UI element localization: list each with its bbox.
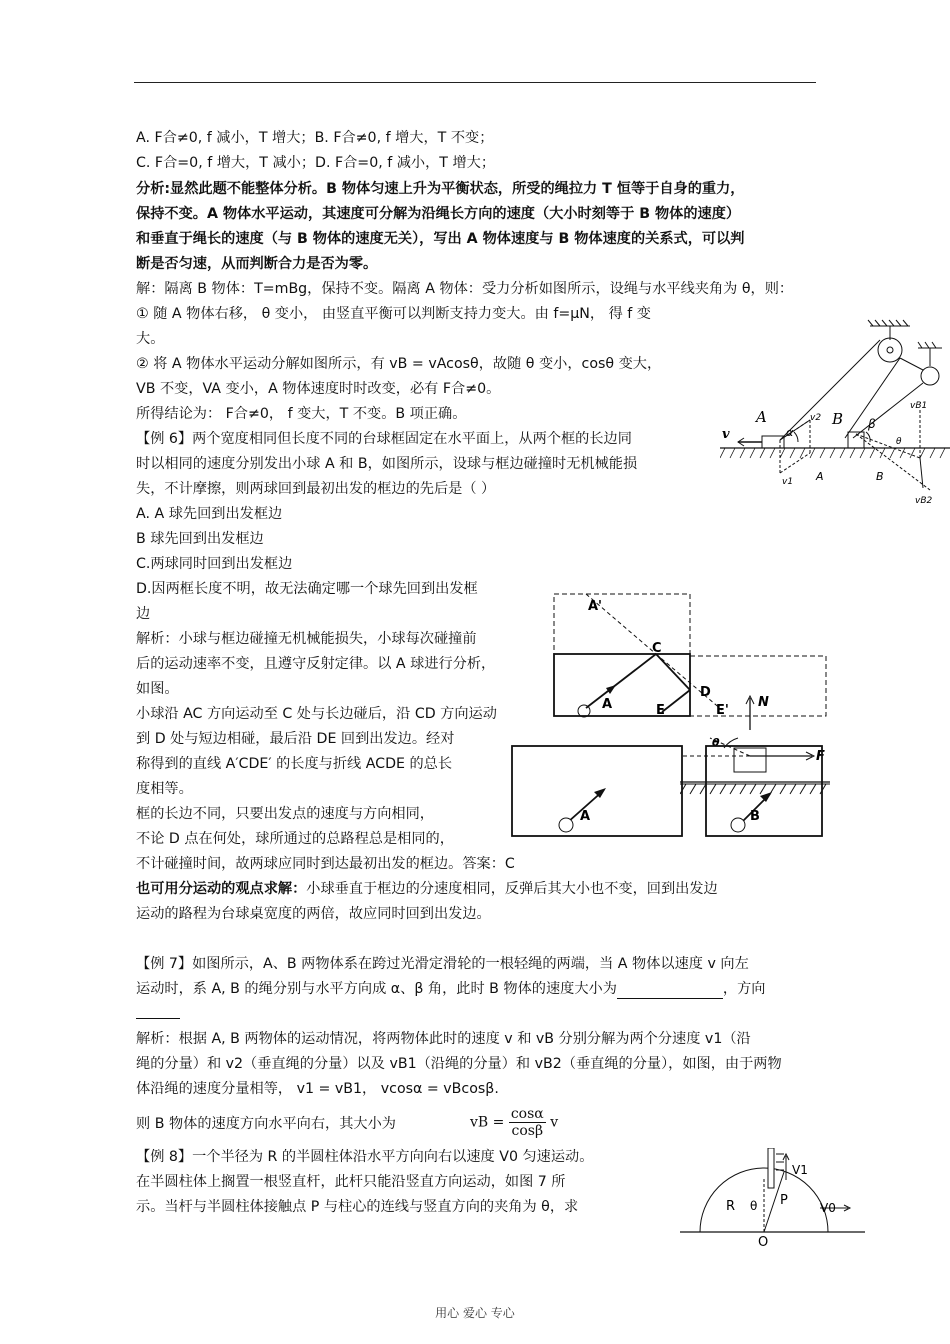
label-v2: v2 [810, 413, 822, 423]
formula-lhs: vB = [470, 1114, 505, 1131]
text-line [136, 1029, 751, 1049]
line-text: 如图。 [136, 681, 179, 697]
text-line [136, 179, 745, 199]
text-line [136, 679, 179, 699]
line-text: 称得到的直线 A′CDE′ 的长度与折线 ACDE 的总长 [136, 756, 453, 772]
label-V0: V0 [820, 1201, 836, 1215]
line-text: 保持不变。A 物体水平运动，其速度可分解为沿绳长方向的速度（大小时刻等于 B 物体的速度） [136, 206, 741, 222]
line-text: 大。 [136, 331, 165, 347]
line-text: 到 D 处与短边相碰，最后沿 DE 回到出发边。经对 [136, 731, 455, 747]
text-line [136, 279, 793, 299]
label-P: P [780, 1193, 788, 1208]
line-text: C.两球同时回到出发框边 [136, 556, 293, 572]
text-line [136, 979, 766, 999]
line-text: 【例 8】一个半径为 R 的半圆柱体沿水平方向向右以速度 V0 匀速运动。 [136, 1149, 594, 1165]
text-line [136, 879, 718, 899]
text-line [136, 429, 632, 449]
line-text: 解析：小球与框边碰撞无机械能损失，小球每次碰撞前 [136, 631, 477, 647]
text-line [136, 954, 749, 974]
text-line [136, 554, 292, 574]
line-text: 解析：根据 A, B 两物体的运动情况，将两物体此时的速度 v 和 vB 分别分解为两个分速度 v1（沿 [136, 1031, 751, 1047]
line-text: VB 不变，VA 变小，A 物体速度时时改变，必有 F合≠0。 [136, 381, 501, 397]
line-text: D.因两框长度不明，故无法确定哪一个球先回到出发框 [136, 581, 478, 597]
page-footer: 用心 爱心 专心 [435, 1306, 515, 1320]
label-beta: β [868, 417, 876, 431]
text-line [136, 704, 497, 724]
line-text: 示。当杆与半圆柱体接触点 P 与柱心的连线与竖直方向的夹角为 θ，求 [136, 1199, 579, 1215]
label-v: v [722, 427, 730, 442]
pulley-figure [720, 318, 950, 508]
line-text: 体沿绳的速度分量相等， v1 = vB1， vcosα = vBcosβ. [136, 1081, 499, 1097]
text-line [136, 1114, 396, 1134]
text-line [136, 229, 744, 249]
text-line [136, 128, 493, 148]
label-vB1: vB1 [910, 401, 928, 411]
line-text: 小球垂直于框边的分速度相同，反弹后其大小也不变，回到出发边 [306, 881, 718, 897]
text-line [136, 654, 495, 674]
text-line [136, 1172, 566, 1192]
line-text: 运动的路程为台球桌宽度的两倍，故应同时回到出发边。 [136, 906, 491, 922]
line-text: 分析:显然此题不能整体分析。B 物体匀速上升为平衡状态，所受的绳拉力 T 恒等于自身的重力， [136, 181, 745, 197]
label-A-ground: A [816, 470, 824, 483]
label-C: C [652, 641, 662, 656]
line-text: 不计碰撞时间，故两球应同时到达最初出发的框边。答案：C [136, 856, 515, 872]
label-F: F [816, 749, 825, 764]
answer-blank-continued[interactable] [136, 1004, 180, 1025]
text-line [136, 354, 661, 374]
label-A-ball: A [602, 697, 613, 712]
label-N: N [758, 695, 769, 710]
text-line [136, 153, 495, 173]
two-tables-figure [510, 740, 830, 840]
text-line [136, 379, 500, 399]
text-line [136, 1054, 782, 1074]
label-E: E [656, 703, 665, 718]
line-text: 边 [136, 606, 151, 622]
label-R: R [726, 1199, 736, 1214]
text-line [136, 904, 491, 924]
line-text: A. F合≠0, f 减小，T 增大；B. F合≠0, f 增大，T 不变； [136, 130, 494, 146]
line-suffix: ，方向 [722, 981, 766, 997]
text-line [136, 529, 264, 549]
label-theta-cyl: θ [750, 1199, 758, 1213]
formula-denominator: cosβ [511, 1123, 544, 1139]
text-line [136, 1147, 593, 1167]
header-rule [134, 82, 816, 83]
line-text: 【例 6】两个宽度相同但长度不同的台球框固定在水平面上，从两个框的长边同 [136, 431, 632, 447]
text-line [136, 579, 478, 599]
text-line [136, 754, 452, 774]
label-D: D [700, 685, 711, 700]
text-line [136, 729, 454, 749]
line-text: 断是否匀速，从而判断合力是否为零。 [136, 256, 378, 272]
line-text: B 球先回到出发框边 [136, 531, 264, 547]
label-A: A [756, 408, 767, 426]
bold-prefix: 也可用分运动的观点求解： [136, 881, 307, 897]
text-line [136, 804, 434, 824]
half-cylinder-figure [660, 1148, 870, 1248]
line-text: ① 随 A 物体右移， θ 变小， 由竖直平衡可以判断支持力变大。由 f=μN， 得 f 变 [136, 306, 651, 322]
line-text: C. F合=0, f 增大，T 减小；D. F合=0, f 减小，T 增大； [136, 155, 496, 171]
text-line [136, 1079, 499, 1099]
line-text: A. A 球先回到出发框边 [136, 506, 283, 522]
text-line [136, 304, 651, 324]
line-text: 【例 7】如图所示，A、B 两物体系在跨过光滑定滑轮的一根轻绳的两端，当 A 物体以速度 v 向左 [136, 956, 749, 972]
speed-formula [470, 1106, 558, 1139]
formula-fraction [509, 1106, 546, 1139]
label-theta: θ [896, 437, 902, 447]
text-line [136, 479, 495, 499]
line-text: 时以相同的速度分别发出小球 A 和 B，如图所示，设球与框边碰撞时无机械能损 [136, 456, 638, 472]
formula-rhs: v [550, 1114, 559, 1131]
line-text: 在半圆柱体上搁置一根竖直杆，此杆只能沿竖直方向运动，如图 7 所 [136, 1174, 566, 1190]
text-line [136, 829, 454, 849]
label-B-ground: B [876, 470, 884, 483]
line-text: 和垂直于绳长的速度（与 B 物体的速度无关），写出 A 物体速度与 B 物体速度的关系式，可以判 [136, 231, 745, 247]
line-text: 度相等。 [136, 781, 193, 797]
line-text: 绳的分量）和 v2（垂直绳的分量）以及 vB1（沿绳的分量）和 vB2（垂直绳的分量），如图，由于两物 [136, 1056, 782, 1072]
line-text: 后的运动速率不变，且遵守反射定律。以 A 球进行分析， [136, 656, 496, 672]
line-text: 框的长边不同，只要出发点的速度与方向相同， [136, 806, 434, 822]
line-text: ② 将 A 物体水平运动分解如图所示，有 vB = vAcosθ，故随 θ 变小，cosθ 变大， [136, 356, 662, 372]
text-line [136, 329, 164, 349]
text-line [136, 404, 466, 424]
label-vB2: vB2 [915, 496, 933, 506]
text-line [136, 604, 150, 624]
label-theta-block: θ [712, 736, 720, 749]
text-line [136, 629, 477, 649]
text-line [136, 1197, 578, 1217]
line-text: 解：隔离 B 物体：T=mBg，保持不变。隔离 A 物体：受力分析如图所示，设绳与水平线夹角为 θ，则： [136, 281, 794, 297]
text-line [136, 779, 193, 799]
formula-numerator: cosα [510, 1106, 544, 1122]
line-text: 不论 D 点在何处，球所通过的总路程总是相同的， [136, 831, 454, 847]
label-alpha: α [786, 426, 794, 439]
line-text: 运动时，系 A, B 的绳分别与水平方向成 α、β 角，此时 B 物体的速度大小为 [136, 981, 617, 997]
text-line [136, 854, 515, 874]
label-B: B [832, 410, 844, 428]
label-E-prime: E' [716, 703, 729, 718]
text-line [136, 454, 637, 474]
text-line [136, 254, 377, 274]
line-text: 失，不计摩擦，则两球回到最初出发的框边的先后是（ ） [136, 481, 496, 497]
line-text: 小球沿 AC 方向运动至 C 处与长边碰后，沿 CD 方向运动 [136, 706, 497, 722]
label-O: O [758, 1235, 769, 1248]
text-line [136, 204, 740, 224]
answer-blank[interactable] [617, 984, 723, 999]
text-line [136, 504, 282, 524]
label-B-table: B [750, 809, 760, 824]
label-A-table: A [580, 809, 591, 824]
label-V1: V1 [792, 1163, 808, 1177]
label-A-prime: A' [588, 599, 603, 614]
label-v1: v1 [782, 477, 794, 487]
line-text: 则 B 物体的速度方向水平向右，其大小为 [136, 1116, 396, 1132]
line-text: 所得结论为： F合≠0， f 变大，T 不变。B 项正确。 [136, 406, 467, 422]
